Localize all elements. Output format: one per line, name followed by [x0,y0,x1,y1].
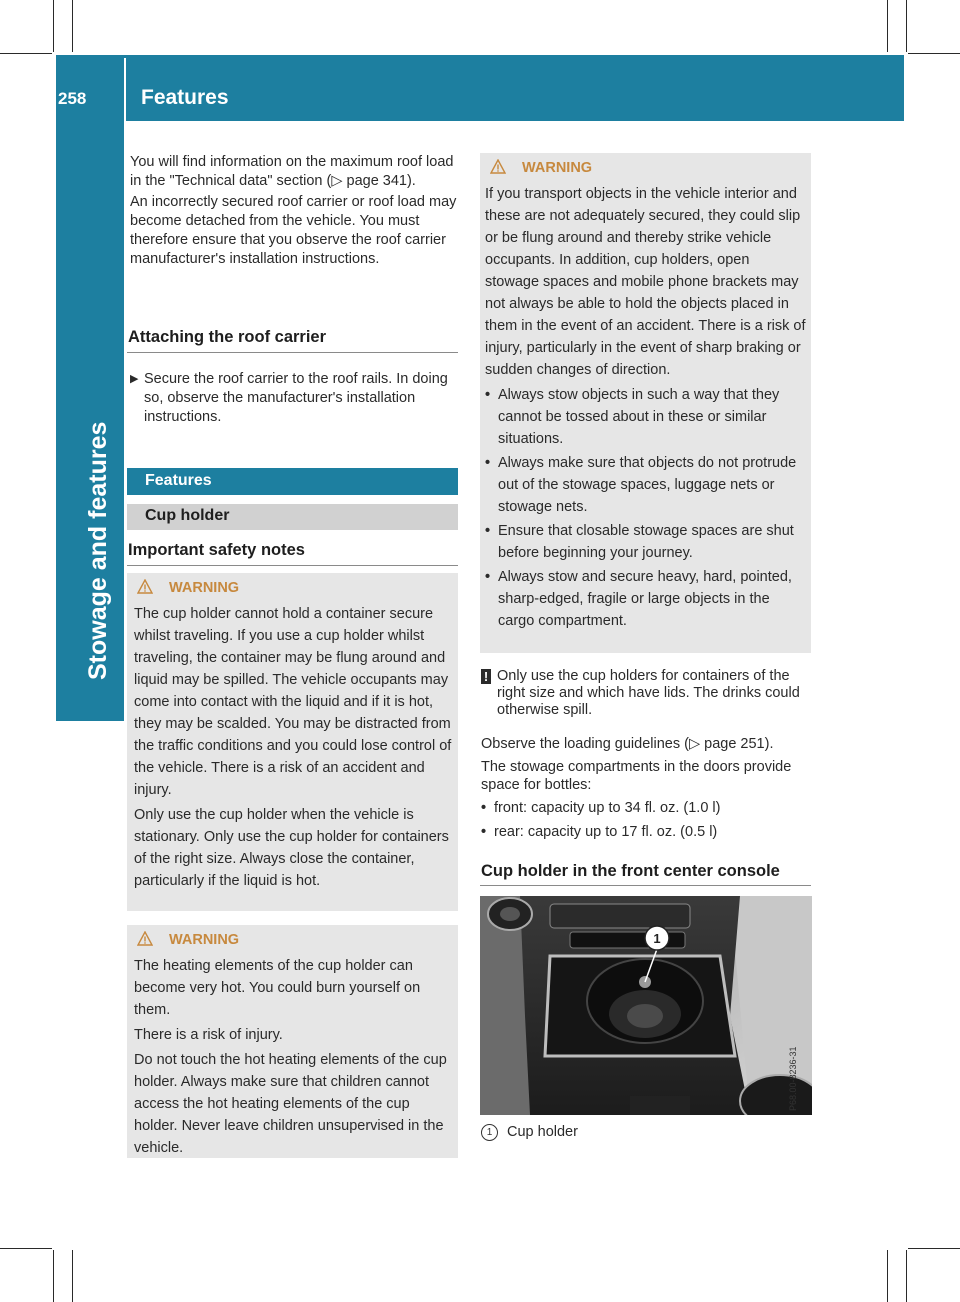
warning-label: WARNING [522,160,593,176]
intro-paragraph-1: You will find information on the maximum roof load in the "Technical data" section (▷ page 341). [130,154,454,189]
warning-triangle-icon [490,159,506,175]
crop-mark [887,0,888,52]
heading-rule [480,885,811,886]
heading-rule [127,565,458,566]
warning-body [485,183,807,634]
warning-box [480,153,811,653]
warning-body [134,603,454,895]
heading-important-safety-notes: Important safety notes [128,541,305,559]
cup-holder-illustration [480,896,812,1115]
warning-paragraph: There is a risk of injury. [134,1027,283,1043]
crop-mark [908,53,960,54]
crop-mark [53,1250,54,1302]
crop-mark [72,1250,73,1302]
intro-paragraph-2: An incorrectly secured roof carrier or roof load may become detached from the vehicle. You must therefore ensure that you observe the roof carrier manufacturer's installation instructions. [130,194,457,267]
warning-paragraph: If you transport objects in the vehicle interior and these are not adequately secured, they could slip or be flung around and thereby strike vehicle occupants. In addition, cup holders, open stowage spaces and mobile phone brackets may not always be able to hold the objects placed in them in the event of an accident. There is a risk of injury, particularly in the event of sharp braking or sudden changes of direction. [485,186,806,378]
bottle-capacity-list [481,799,811,841]
subsection-bar-cup-holder [127,504,458,530]
observe-text: Observe the loading guidelines (▷ page 251). [481,736,774,752]
heading-cup-holder-front-console: Cup holder in the front center console [481,862,780,880]
warning-paragraph: Do not touch the hot heating elements of the cup holder. Always make sure that children cannot access the hot heating elements of the cup holder. Never leave children unsupervised in the vehicle. [134,1052,447,1156]
list-item: • front: capacity up to 34 fl. oz. (1.0 l) [481,799,811,817]
warning-label: WARNING [169,580,240,596]
crop-mark [72,0,73,52]
step-arrow-icon: ▶ [130,373,139,385]
instruction-step [130,370,460,427]
warning-label: WARNING [169,932,240,948]
crop-mark [0,1248,52,1249]
caption-number-icon: 1 [481,1124,498,1141]
step-text: Secure the roof carrier to the roof rails. In doing so, observe the manufacturer's installation instructions. [144,371,448,425]
warning-paragraph: Only use the cup holder when the vehicle is stationary. Only use the cup holder for containers of the right size. Always close the container, particularly if the liquid is hot. [134,807,449,889]
crop-mark [53,0,54,52]
list-item: • Always make sure that objects do not protrude out of the stowage spaces, luggage nets or stowage nets. [485,452,807,518]
list-item: • Always stow and secure heavy, hard, pointed, sharp-edged, fragile or large objects in the cargo compartment. [485,566,807,632]
subsection-bar-label: Cup holder [145,507,230,524]
section-bar-label: Features [145,472,212,489]
crop-mark [887,1250,888,1302]
note-block [482,668,810,719]
exclamation-icon: ! [481,669,491,684]
intro-text [130,153,460,269]
chapter-title: Stowage and features [84,421,112,680]
warning-paragraph: The heating elements of the cup holder can become very hot. You could burn yourself on them. [134,958,421,1018]
list-item: • Ensure that closable stowage spaces are shut before beginning your journey. [485,520,807,564]
stowage-intro: The stowage compartments in the doors provide space for bottles: [481,759,792,793]
note-text: Only use the cup holders for containers of the right size and which have lids. The drinks could otherwise spill. [497,668,800,718]
page-number: 258 [58,89,87,108]
warning-paragraph: The cup holder cannot hold a container secure whilst traveling. If you use a cup holder whilst traveling, the container may be flung around and liquid may be spilled. The vehicle occupants may come into contact with the liquid and if it is hot, they may be scalded. You may be distracted from the traffic conditions and you could lose control of the vehicle. There is a risk of an accident and injury. [134,606,452,798]
warning-bullet-list [485,384,807,632]
crop-mark [908,1248,960,1249]
cup-holder-photo [480,896,812,1115]
warning-box [127,573,458,911]
heading-attaching-roof-carrier: Attaching the roof carrier [128,328,327,346]
crop-mark [906,1250,907,1302]
warning-body [134,955,456,1162]
section-bar-features [127,468,458,495]
heading-rule [127,352,458,353]
photo-callout-number: 1 [653,931,661,946]
image-reference-code: P68.00-8236-31 [788,1046,798,1111]
list-item: • rear: capacity up to 17 fl. oz. (0.5 l) [481,823,811,841]
crop-mark [906,0,907,52]
warning-box [127,925,458,1158]
warning-triangle-icon [137,931,153,947]
header-divider [124,58,126,121]
image-caption: Cup holder [507,1124,578,1140]
crop-mark [0,53,52,54]
right-body-text [481,735,811,843]
warning-triangle-icon [137,579,153,595]
list-item: • Always stow objects in such a way that they cannot be tossed about in these or similar situations. [485,384,807,450]
page-title: Features [141,86,229,109]
